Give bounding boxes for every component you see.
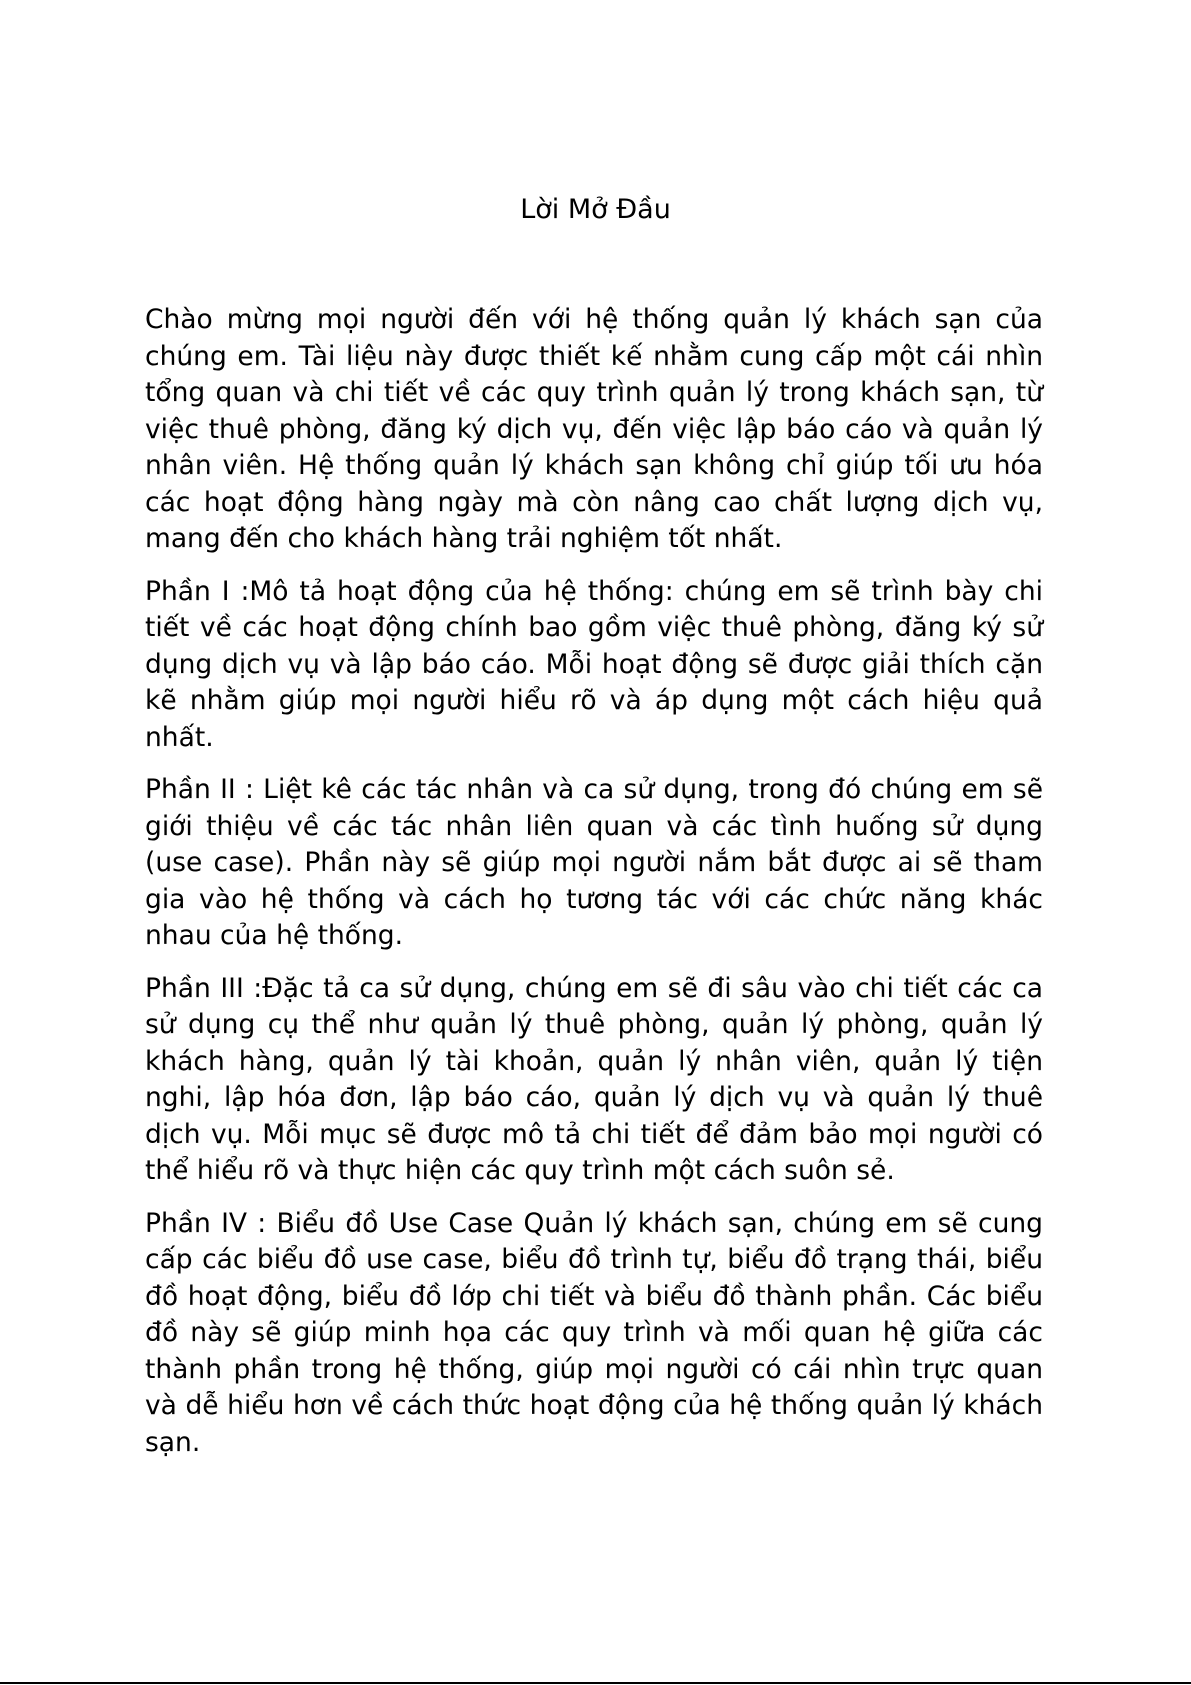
paragraph-part-2: Phần II : Liệt kê các tác nhân và ca sử dụng, trong đó chúng em sẽ giới thiệu về các tác nhân liên quan và các tình huống sử dụng (use case). Phần này sẽ giúp mọi người nắm bắt được ai sẽ tham gia vào hệ thống và cách họ tương tác với các chức năng khác nhau của hệ thống. (145, 774, 1043, 951)
paragraph-part-3: Phần III :Đặc tả ca sử dụng, chúng em sẽ đi sâu vào chi tiết các ca sử dụng cụ thể như quản lý thuê phòng, quản lý phòng, quản lý khách hàng, quản lý tài khoản, quản lý nhân viên, quản lý tiện nghi, lập hóa đơn, lập báo cáo, quản lý dịch vụ và quản lý thuê dịch vụ. Mỗi mục sẽ được mô tả chi tiết để đảm bảo mọi người có thể hiểu rõ và thực hiện các quy trình một cách suôn sẻ. (145, 972, 1043, 1186)
page-title: Lời Mở Đầu (520, 194, 671, 225)
paragraph-intro: Chào mừng mọi người đến với hệ thống quản lý khách sạn của chúng em. Tài liệu này được thiết kế nhằm cung cấp một cái nhìn tổng quan và chi tiết về các quy trình quản lý trong khách sạn, từ việc thuê phòng, đăng ký dịch vụ, đến việc lập báo cáo và quản lý nhân viên. Hệ thống quản lý khách sạn không chỉ giúp tối ưu hóa các hoạt động hàng ngày mà còn nâng cao chất lượng dịch vụ, mang đến cho khách hàng trải nghiệm tốt nhất. (145, 304, 1043, 554)
paragraph-part-4: Phần IV : Biểu đồ Use Case Quản lý khách sạn, chúng em sẽ cung cấp các biểu đồ use case, biểu đồ trình tự, biểu đồ trạng thái, biểu đồ hoạt động, biểu đồ lớp chi tiết và biểu đồ thành phần. Các biểu đồ này sẽ giúp minh họa các quy trình và mối quan hệ giữa các thành phần trong hệ thống, giúp mọi người có cái nhìn trực quan và dễ hiểu hơn về cách thức hoạt động của hệ thống quản lý khách sạn. (145, 1207, 1043, 1458)
page-bottom-edge (0, 1682, 1191, 1684)
document-body (145, 302, 1043, 1477)
paragraph-part-1: Phần I :Mô tả hoạt động của hệ thống: chúng em sẽ trình bày chi tiết về các hoạt động chính bao gồm việc thuê phòng, đăng ký sử dụng dịch vụ và lập báo cáo. Mỗi hoạt động sẽ được giải thích cặn kẽ nhằm giúp mọi người hiểu rõ và áp dụng một cách hiệu quả nhất. (145, 575, 1043, 753)
